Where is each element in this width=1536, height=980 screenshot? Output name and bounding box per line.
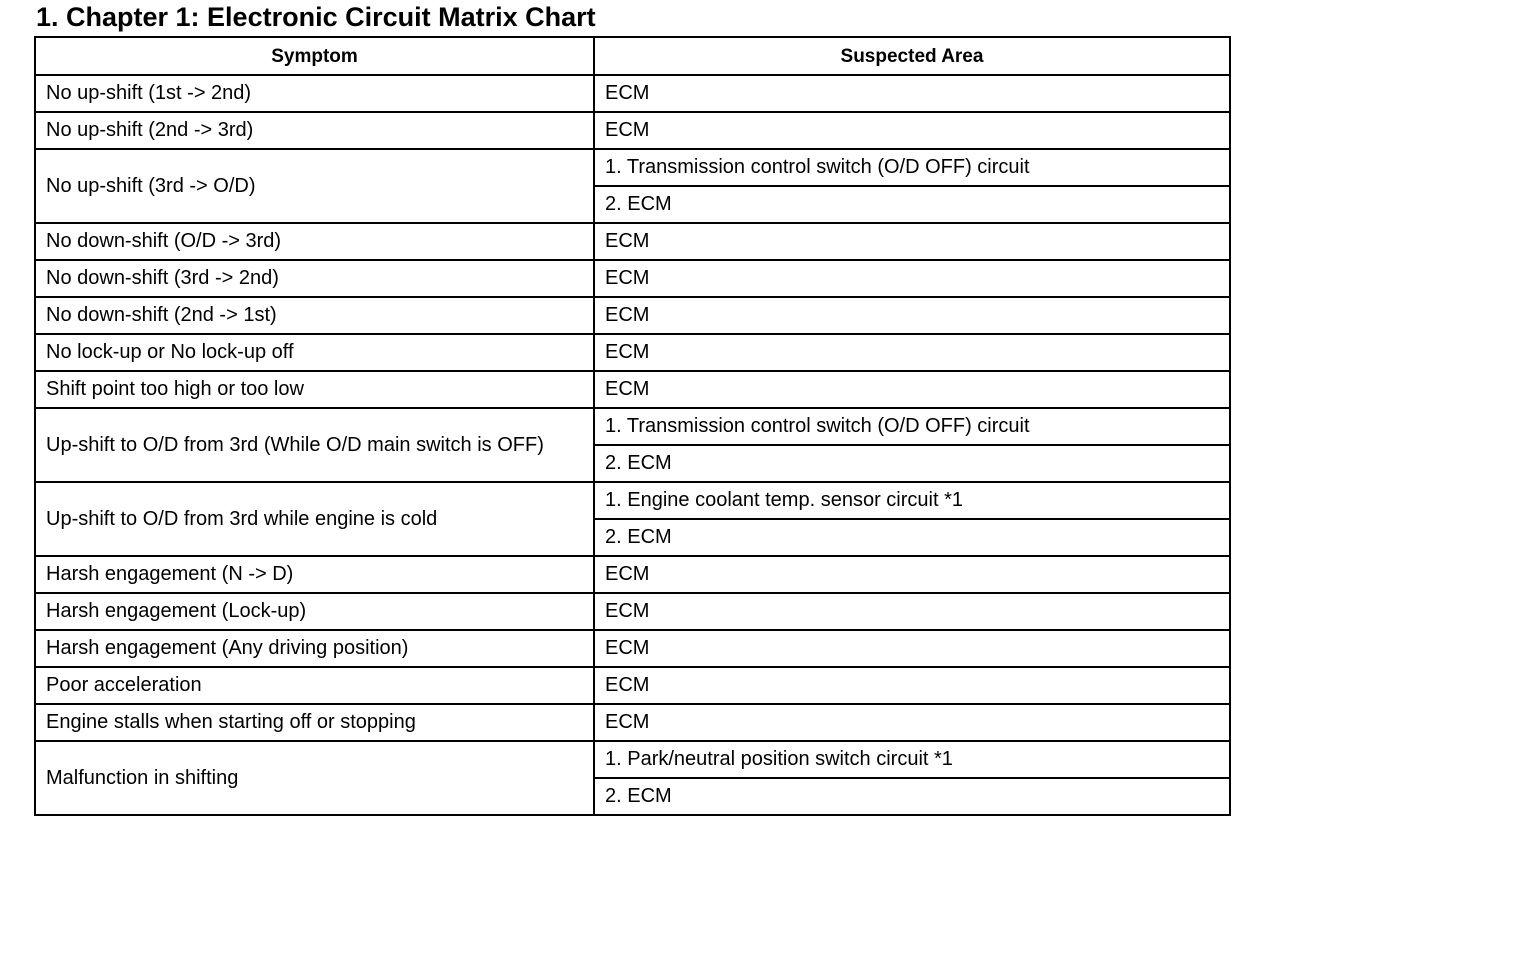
symptom-cell: Up-shift to O/D from 3rd (While O/D main switch is OFF) xyxy=(35,408,594,482)
suspected-area-cell: 1. Engine coolant temp. sensor circuit *1 xyxy=(594,482,1230,519)
symptom-cell: Shift point too high or too low xyxy=(35,371,594,408)
suspected-area-cell: 2. ECM xyxy=(594,445,1230,482)
suspected-area-cell: 2. ECM xyxy=(594,186,1230,223)
header-symptom: Symptom xyxy=(35,37,594,75)
header-row xyxy=(35,37,1230,75)
symptom-cell: Harsh engagement (Lock-up) xyxy=(35,593,594,630)
symptom-cell: No up-shift (1st -> 2nd) xyxy=(35,75,594,112)
table-row xyxy=(35,667,1230,704)
suspected-area-cell: ECM xyxy=(594,112,1230,149)
symptom-cell: No up-shift (3rd -> O/D) xyxy=(35,149,594,223)
table-body xyxy=(35,75,1230,815)
table-row xyxy=(35,112,1230,149)
symptom-cell: No down-shift (O/D -> 3rd) xyxy=(35,223,594,260)
symptom-cell: Harsh engagement (Any driving position) xyxy=(35,630,594,667)
suspected-area-cell: 2. ECM xyxy=(594,519,1230,556)
symptom-cell: No down-shift (3rd -> 2nd) xyxy=(35,260,594,297)
table-row xyxy=(35,704,1230,741)
symptom-cell: No up-shift (2nd -> 3rd) xyxy=(35,112,594,149)
table-row xyxy=(35,149,1230,186)
matrix-table xyxy=(34,36,1231,816)
suspected-area-cell: ECM xyxy=(594,334,1230,371)
table-row xyxy=(35,223,1230,260)
suspected-area-cell: ECM xyxy=(594,667,1230,704)
suspected-area-cell: ECM xyxy=(594,371,1230,408)
table-row xyxy=(35,741,1230,778)
table-row xyxy=(35,75,1230,112)
suspected-area-cell: 1. Park/neutral position switch circuit *1 xyxy=(594,741,1230,778)
suspected-area-cell: ECM xyxy=(594,297,1230,334)
suspected-area-cell: 1. Transmission control switch (O/D OFF) circuit xyxy=(594,149,1230,186)
suspected-area-cell: ECM xyxy=(594,223,1230,260)
symptom-cell: Up-shift to O/D from 3rd while engine is cold xyxy=(35,482,594,556)
suspected-area-cell: ECM xyxy=(594,556,1230,593)
table-row xyxy=(35,297,1230,334)
suspected-area-cell: 1. Transmission control switch (O/D OFF) circuit xyxy=(594,408,1230,445)
table-row xyxy=(35,260,1230,297)
symptom-cell: No down-shift (2nd -> 1st) xyxy=(35,297,594,334)
table-row xyxy=(35,371,1230,408)
symptom-cell: Harsh engagement (N -> D) xyxy=(35,556,594,593)
suspected-area-cell: ECM xyxy=(594,593,1230,630)
suspected-area-cell: ECM xyxy=(594,704,1230,741)
suspected-area-cell: ECM xyxy=(594,75,1230,112)
table-row xyxy=(35,630,1230,667)
page-title: 1. Chapter 1: Electronic Circuit Matrix Chart xyxy=(36,2,596,32)
symptom-cell: Engine stalls when starting off or stopping xyxy=(35,704,594,741)
table-row xyxy=(35,556,1230,593)
suspected-area-cell: 2. ECM xyxy=(594,778,1230,815)
table-row xyxy=(35,482,1230,519)
suspected-area-cell: ECM xyxy=(594,630,1230,667)
symptom-cell: Poor acceleration xyxy=(35,667,594,704)
suspected-area-cell: ECM xyxy=(594,260,1230,297)
symptom-cell: Malfunction in shifting xyxy=(35,741,594,815)
table-row xyxy=(35,334,1230,371)
symptom-cell: No lock-up or No lock-up off xyxy=(35,334,594,371)
table-row xyxy=(35,408,1230,445)
header-suspected-area: Suspected Area xyxy=(594,37,1230,75)
table-row xyxy=(35,593,1230,630)
